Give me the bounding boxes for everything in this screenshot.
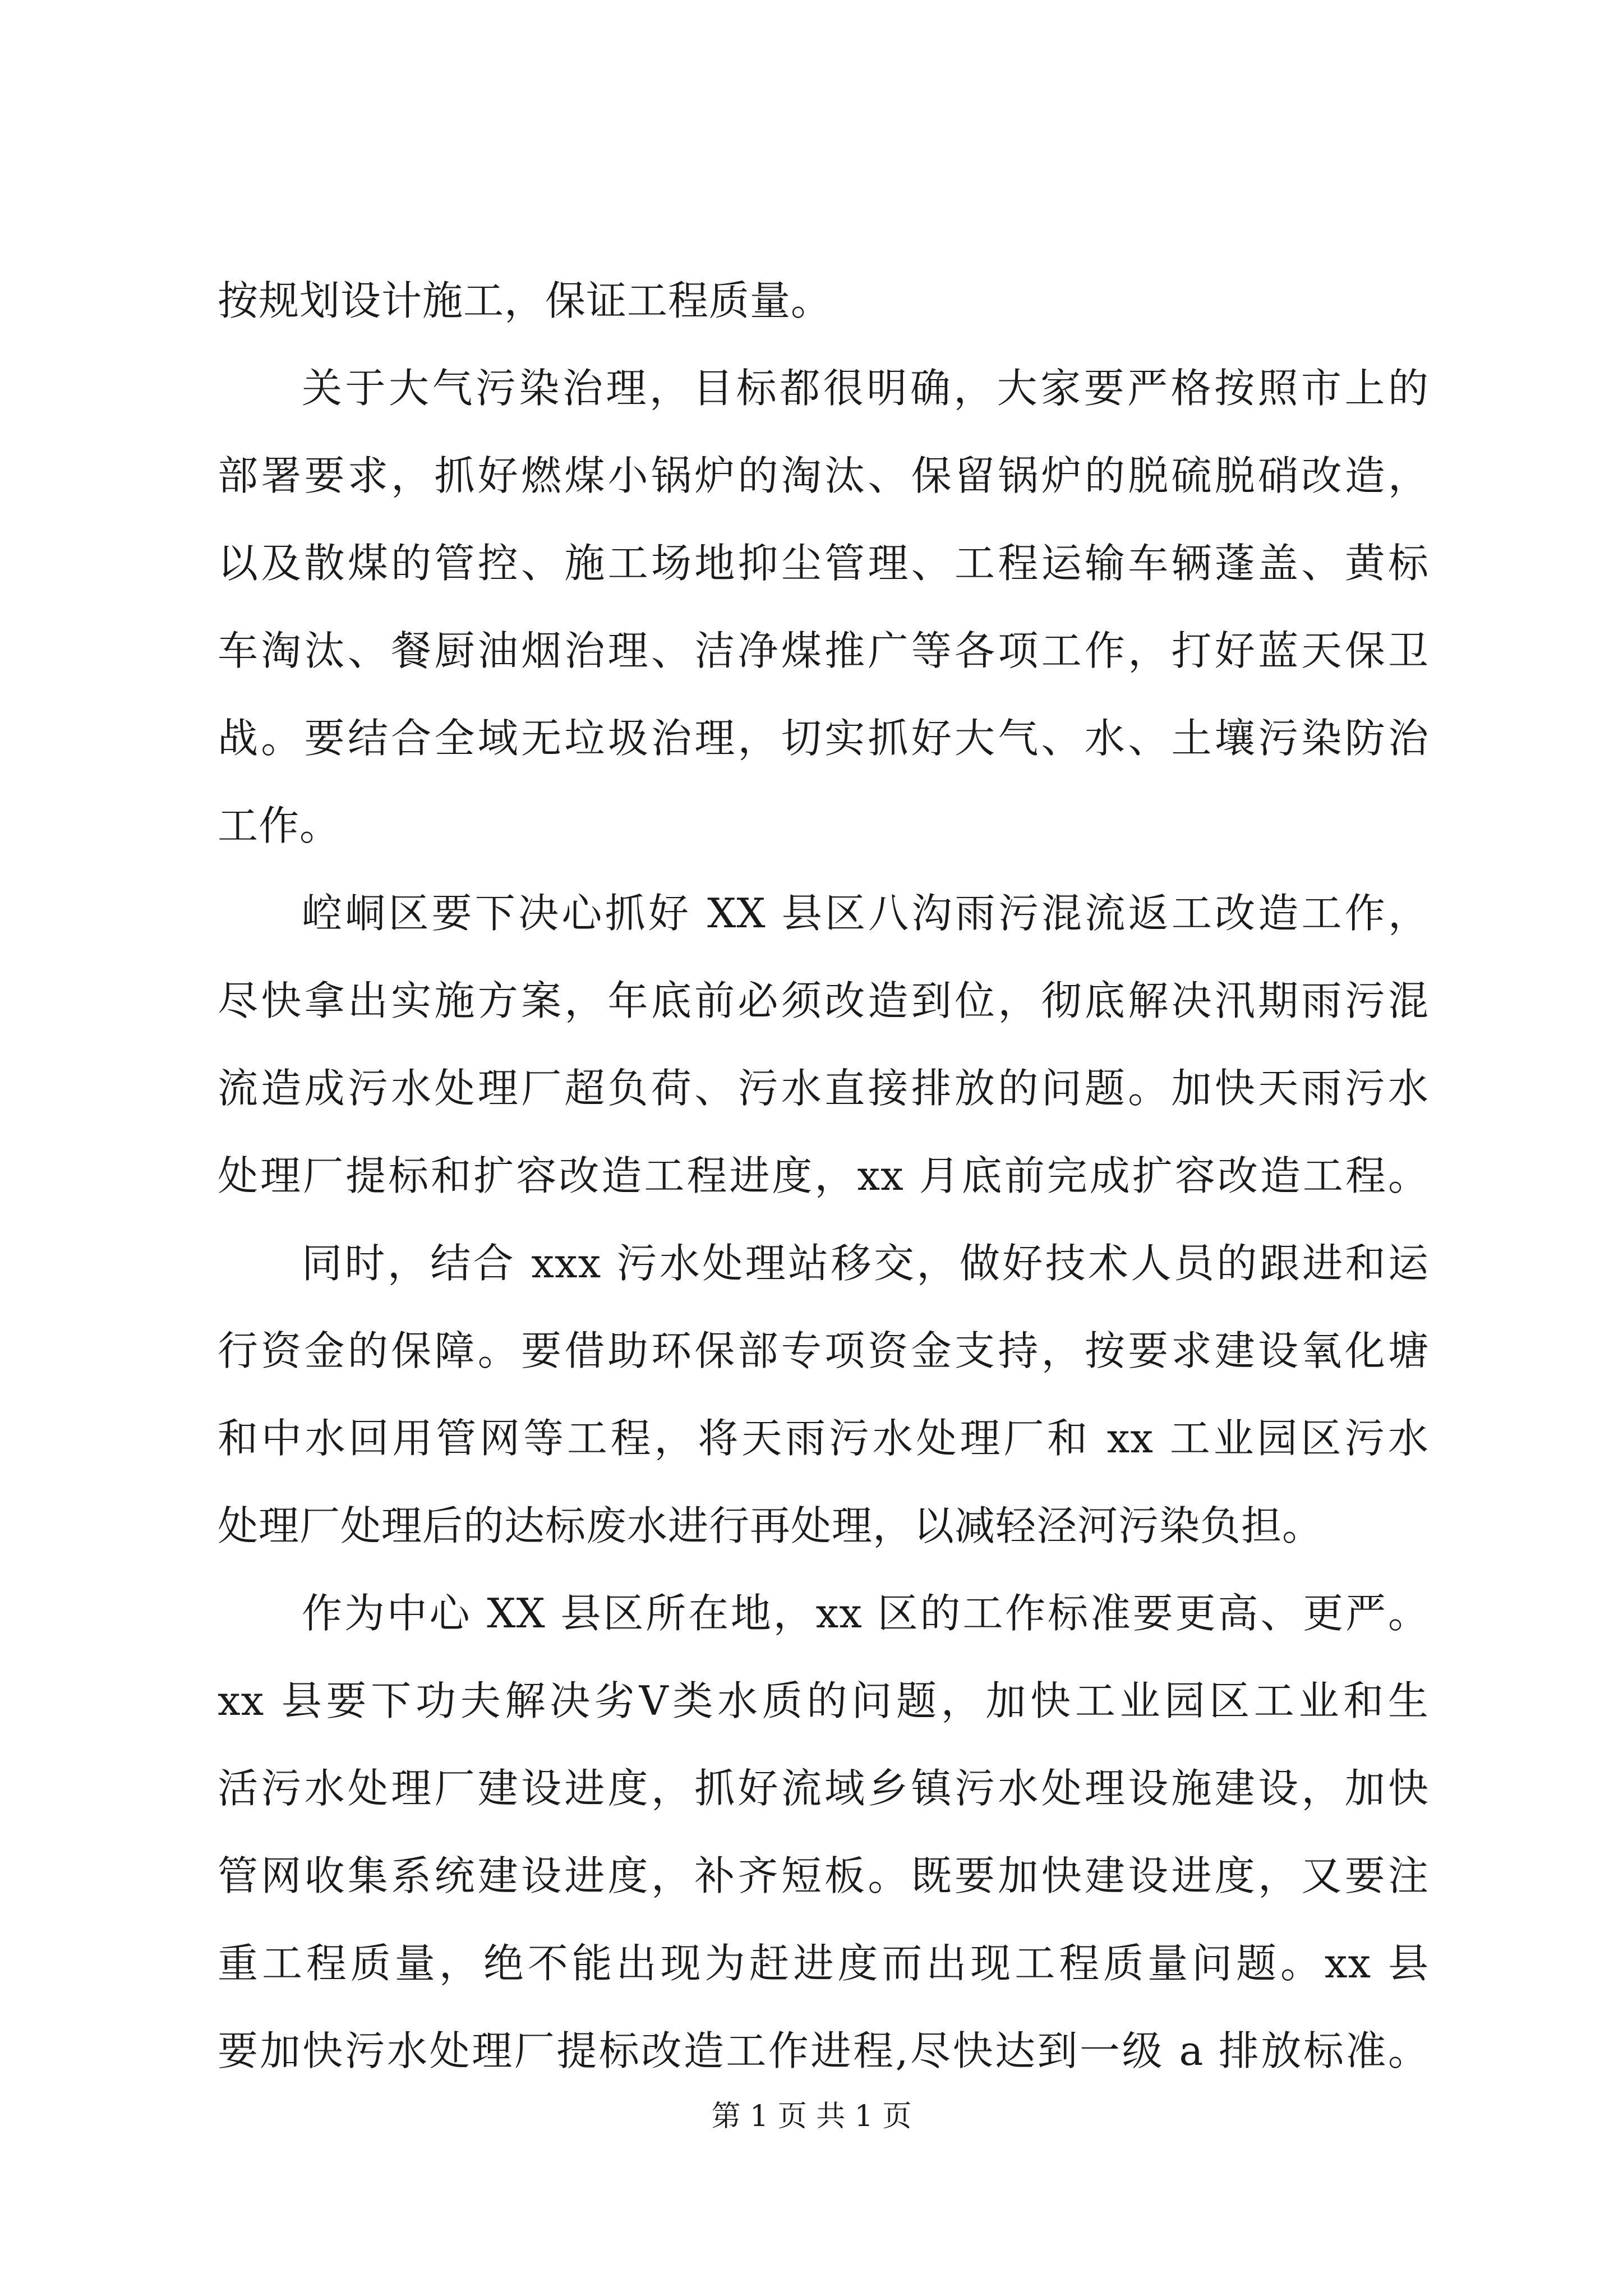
text-line: 车淘汰、餐厨油烟治理、洁净煤推广等各项工作，打好蓝天保卫 xyxy=(218,627,1429,674)
text-line: 同时，结合 xxx 污水处理站移交，做好技术人员的跟进和运 xyxy=(302,1240,1429,1287)
text-line: 以及散煤的管控、施工场地抑尘管理、工程运输车辆蓬盖、黄标 xyxy=(218,540,1429,587)
text-line: 关于大气污染治理，目标都很明确，大家要严格按照市上的 xyxy=(302,365,1429,412)
text-line: 处理厂提标和扩容改造工程进度，xx 月底前完成扩容改造工程。 xyxy=(218,1152,1429,1199)
text-line: 要加快污水处理厂提标改造工作进程,尽快达到一级 a 排放标准。 xyxy=(218,2027,1429,2074)
document-body xyxy=(218,257,1429,2095)
text-line: 重工程质量，绝不能出现为赶进度而出现工程质量问题。xx 县 xyxy=(218,1940,1429,1987)
text-line: 部署要求，抓好燃煤小锅炉的淘汰、保留锅炉的脱硫脱硝改造， xyxy=(218,452,1429,499)
text-line: 战。要结合全域无垃圾治理，切实抓好大气、水、土壤污染防治 xyxy=(218,715,1429,762)
text-line: 行资金的保障。要借助环保部专项资金支持，按要求建设氧化塘 xyxy=(218,1327,1429,1374)
text-line: 和中水回用管网等工程，将天雨污水处理厂和 xx 工业园区污水 xyxy=(218,1415,1429,1462)
text-line: 管网收集系统建设进度，补齐短板。既要加快建设进度，又要注 xyxy=(218,1852,1429,1899)
text-line: 崆峒区要下决心抓好 XX 县区八沟雨污混流返工改造工作， xyxy=(302,890,1429,937)
text-line: xx 县要下功夫解决劣Ⅴ类水质的问题，加快工业园区工业和生 xyxy=(218,1677,1429,1724)
text-line: 按规划设计施工，保证工程质量。 xyxy=(218,277,832,324)
text-line: 尽快拿出实施方案，年底前必须改造到位，彻底解决汛期雨污混 xyxy=(218,977,1429,1024)
page-footer: 第 1 页 共 1 页 xyxy=(711,2100,912,2133)
text-line: 作为中心 XX 县区所在地，xx 区的工作标准要更高、更严。 xyxy=(302,1590,1429,1637)
text-line: 处理厂处理后的达标废水进行再处理，以减轻泾河污染负担。 xyxy=(218,1502,1324,1549)
text-line: 活污水处理厂建设进度，抓好流域乡镇污水处理设施建设，加快 xyxy=(218,1765,1429,1812)
text-line: 工作。 xyxy=(218,802,341,849)
text-line: 流造成污水处理厂超负荷、污水直接排放的问题。加快天雨污水 xyxy=(218,1065,1429,1112)
